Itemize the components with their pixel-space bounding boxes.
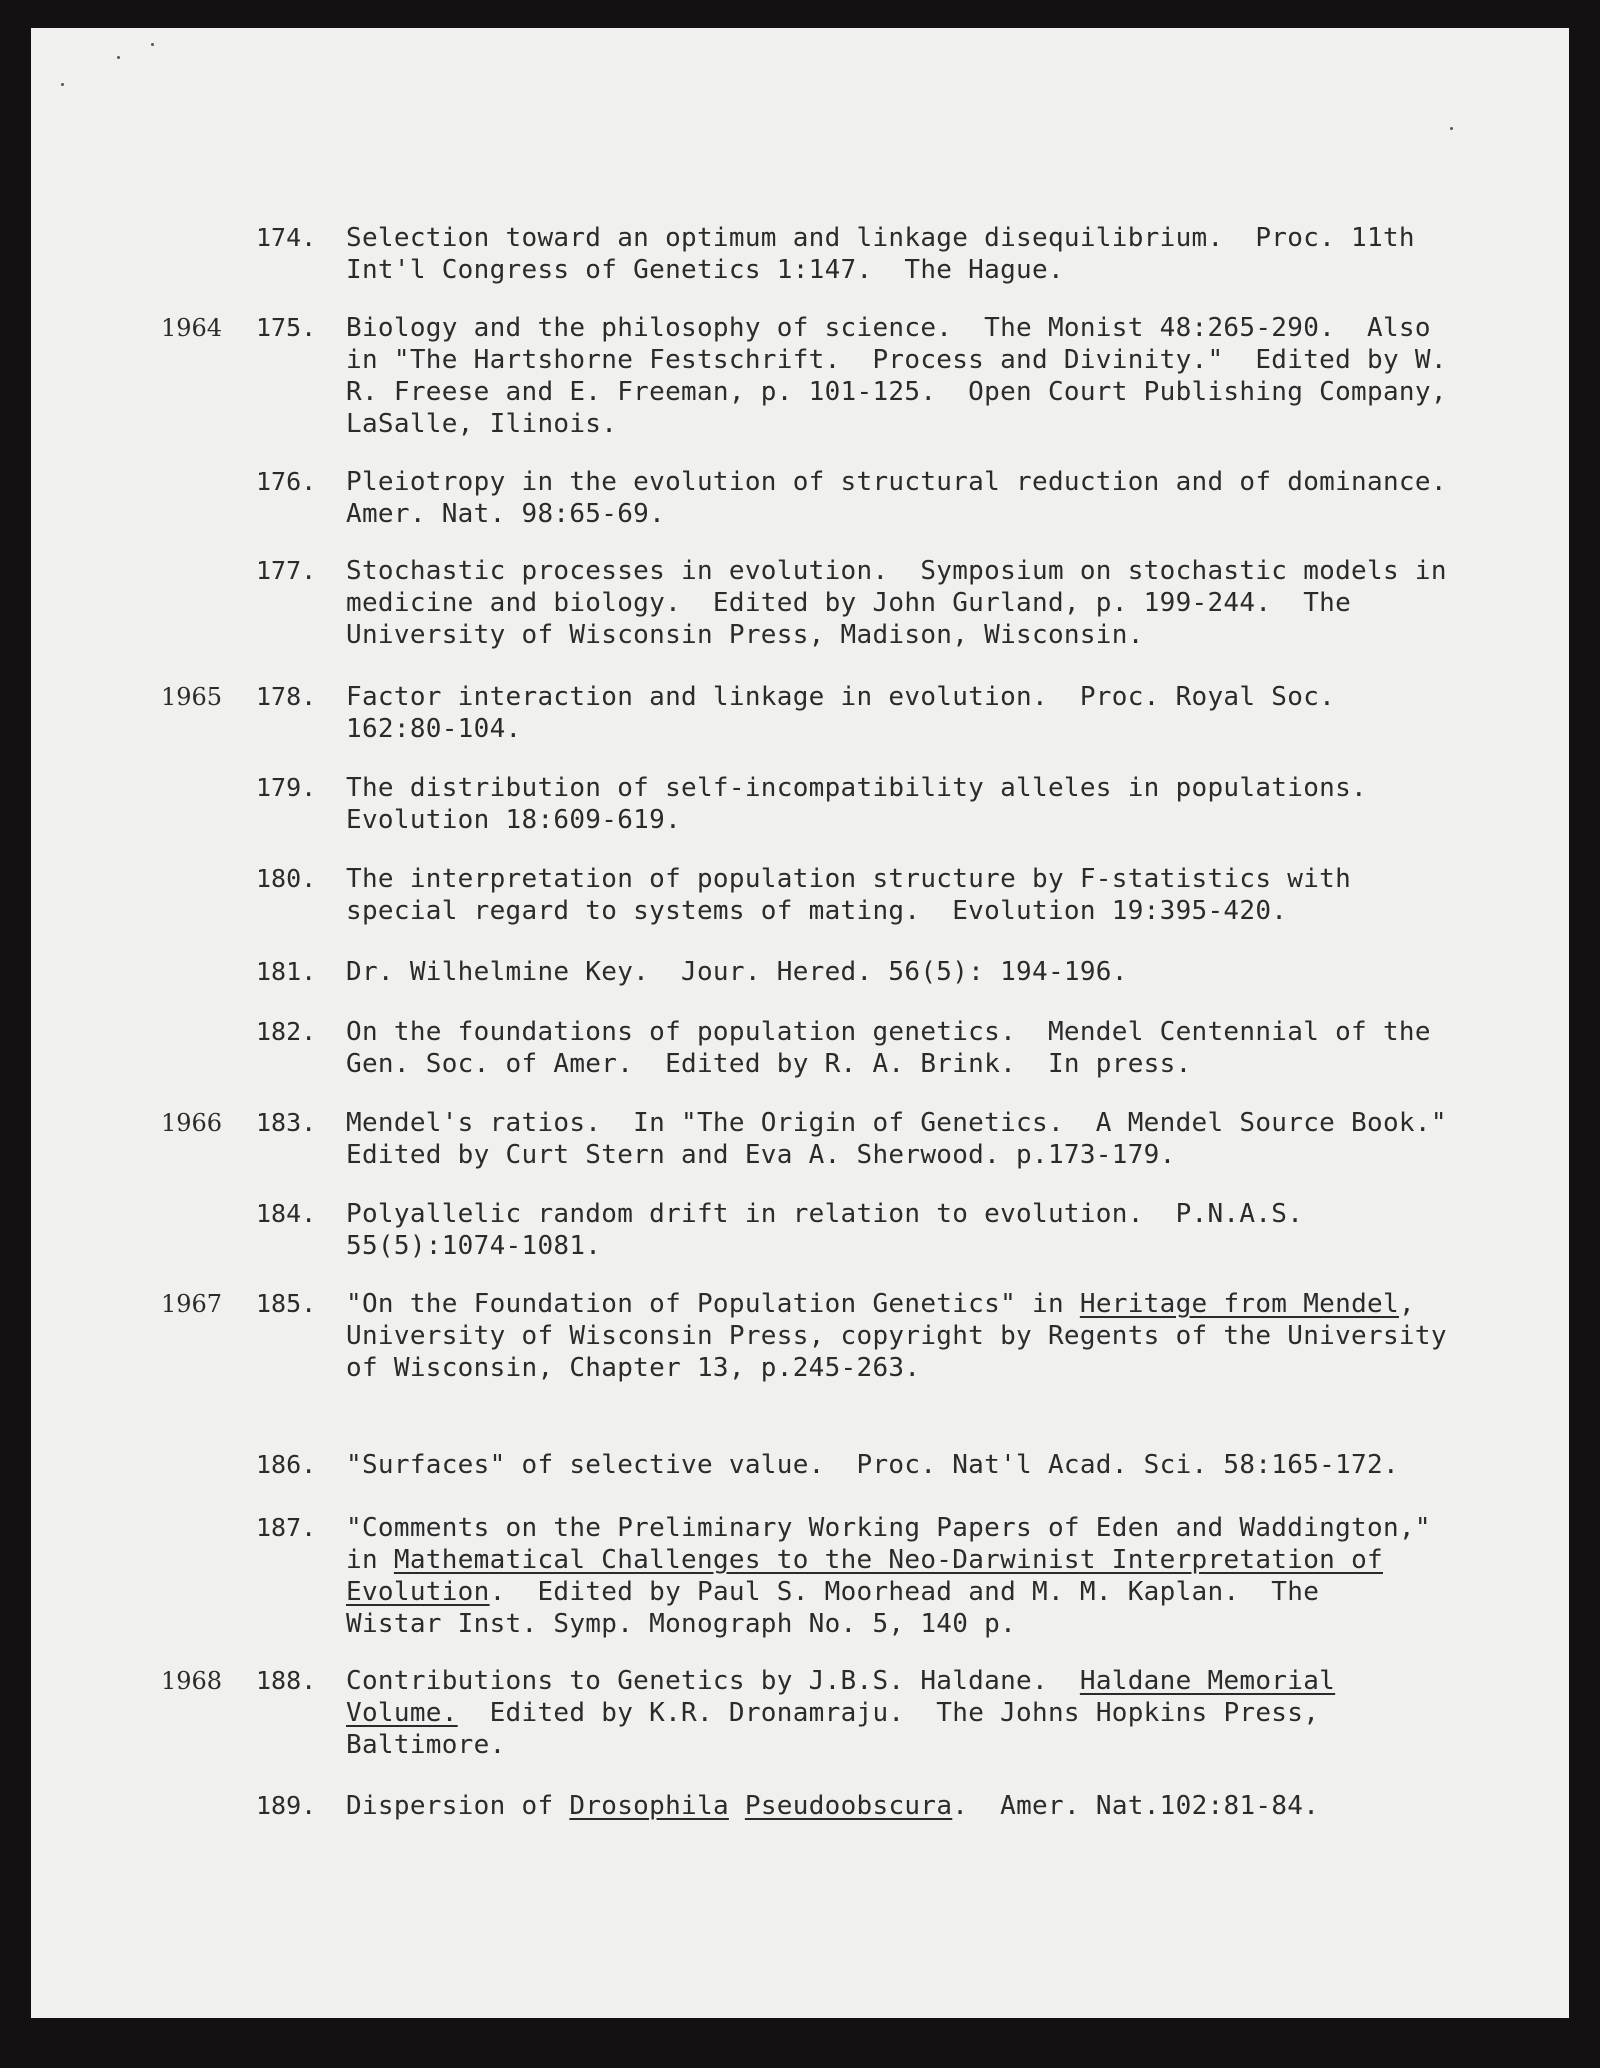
entry-line: Selection toward an optimum and linkage disequilibrium. Proc. 11th xyxy=(346,223,1415,253)
entry-line: in "The Hartshorne Festschrift. Process and Divinity." Edited by W. xyxy=(346,345,1447,375)
entry-year: 1968 xyxy=(161,1667,223,1695)
entry-text xyxy=(346,1288,1466,1384)
entry-text xyxy=(346,312,1466,440)
entry-line: The distribution of self-incompatibility alleles in populations. xyxy=(346,773,1368,803)
entry-text xyxy=(346,956,1466,988)
entry-text xyxy=(346,772,1466,836)
entry-line: Wistar Inst. Symp. Monograph No. 5, 140 p. xyxy=(346,1609,1017,1639)
entry-number: 188. xyxy=(256,1666,317,1695)
entry-line: special regard to systems of mating. Evolution 19:395-420. xyxy=(346,896,1288,926)
entry-text xyxy=(346,1665,1466,1761)
document-page xyxy=(31,28,1569,2018)
entry-number: 185. xyxy=(256,1289,317,1318)
entry-line: "Comments on the Preliminary Working Papers of Eden and Waddington," xyxy=(346,1513,1431,1543)
speck xyxy=(1450,127,1453,130)
entry-line: Mendel's ratios. In "The Origin of Genetics. A Mendel Source Book." xyxy=(346,1108,1447,1138)
entry-line: 162:80-104. xyxy=(346,714,522,744)
entry-line: in Mathematical Challenges to the Neo-Darwinist Interpretation of xyxy=(346,1545,1383,1575)
entry-line: 55(5):1074-1081. xyxy=(346,1231,602,1261)
entry-line: Int'l Congress of Genetics 1:147. The Hague. xyxy=(346,255,1064,285)
entry-number: 186. xyxy=(256,1450,317,1479)
entry-line: R. Freese and E. Freeman, p. 101-125. Open Court Publishing Company, xyxy=(346,377,1447,407)
entry-text xyxy=(346,555,1466,651)
entry-number: 179. xyxy=(256,773,317,802)
entry-line: LaSalle, Ilinois. xyxy=(346,409,618,439)
entry-number: 180. xyxy=(256,864,317,893)
entry-line: University of Wisconsin Press, copyright by Regents of the University xyxy=(346,1321,1447,1351)
entry-year: 1967 xyxy=(161,1290,223,1318)
entry-line: Contributions to Genetics by J.B.S. Haldane. Haldane Memorial xyxy=(346,1666,1336,1696)
entry-year: 1964 xyxy=(161,314,223,342)
entry-line: Dispersion of Drosophila Pseudoobscura. Amer. Nat.102:81-84. xyxy=(346,1791,1320,1821)
entry-number: 184. xyxy=(256,1199,317,1228)
entry-number: 183. xyxy=(256,1108,317,1137)
entry-text xyxy=(346,1790,1466,1822)
entry-year: 1966 xyxy=(161,1109,223,1137)
entry-line: Baltimore. xyxy=(346,1730,506,1760)
entry-number: 181. xyxy=(256,957,317,986)
entry-year: 1965 xyxy=(161,683,223,711)
entry-line: Polyallelic random drift in relation to evolution. P.N.A.S. xyxy=(346,1199,1304,1229)
entry-number: 182. xyxy=(256,1017,317,1046)
entry-line: "Surfaces" of selective value. Proc. Nat'l Acad. Sci. 58:165-172. xyxy=(346,1450,1399,1480)
entry-text xyxy=(346,681,1466,745)
entry-text xyxy=(346,1512,1466,1640)
entry-line: Volume. Edited by K.R. Dronamraju. The Johns Hopkins Press, xyxy=(346,1698,1320,1728)
entry-number: 189. xyxy=(256,1791,317,1820)
entry-line: Biology and the philosophy of science. The Monist 48:265-290. Also xyxy=(346,313,1431,343)
entry-text xyxy=(346,1107,1466,1171)
entry-number: 177. xyxy=(256,556,317,585)
entry-line: Gen. Soc. of Amer. Edited by R. A. Brink. In press. xyxy=(346,1049,1192,1079)
entry-line: Amer. Nat. 98:65-69. xyxy=(346,499,666,529)
entry-line: On the foundations of population genetics. Mendel Centennial of the xyxy=(346,1017,1431,1047)
entry-text xyxy=(346,1449,1466,1481)
entry-line: Pleiotropy in the evolution of structural reduction and of dominance. xyxy=(346,467,1447,497)
entry-text xyxy=(346,222,1466,286)
entry-line: Edited by Curt Stern and Eva A. Sherwood. p.173-179. xyxy=(346,1140,1176,1170)
entry-line: medicine and biology. Edited by John Gurland, p. 199-244. The xyxy=(346,588,1352,618)
entry-number: 175. xyxy=(256,313,317,342)
speck xyxy=(151,43,154,46)
entry-line: Factor interaction and linkage in evolution. Proc. Royal Soc. xyxy=(346,682,1336,712)
entry-line: Evolution 18:609-619. xyxy=(346,805,682,835)
entry-number: 174. xyxy=(256,223,317,252)
entry-line: Dr. Wilhelmine Key. Jour. Hered. 56(5): 194-196. xyxy=(346,957,1128,987)
entry-line: The interpretation of population structure by F-statistics with xyxy=(346,864,1352,894)
speck xyxy=(117,56,120,59)
entry-line: Evolution. Edited by Paul S. Moorhead and M. M. Kaplan. The xyxy=(346,1577,1320,1607)
entry-text xyxy=(346,1198,1466,1262)
entry-line: University of Wisconsin Press, Madison, Wisconsin. xyxy=(346,620,1144,650)
entry-text xyxy=(346,466,1466,530)
entry-line: of Wisconsin, Chapter 13, p.245-263. xyxy=(346,1353,921,1383)
speck xyxy=(61,83,64,86)
entry-line: Stochastic processes in evolution. Symposium on stochastic models in xyxy=(346,556,1447,586)
entry-text xyxy=(346,863,1466,927)
entry-number: 178. xyxy=(256,682,317,711)
entry-number: 176. xyxy=(256,467,317,496)
entry-text xyxy=(346,1016,1466,1080)
entry-number: 187. xyxy=(256,1513,317,1542)
entry-line: "On the Foundation of Population Genetics" in Heritage from Mendel, xyxy=(346,1289,1415,1319)
